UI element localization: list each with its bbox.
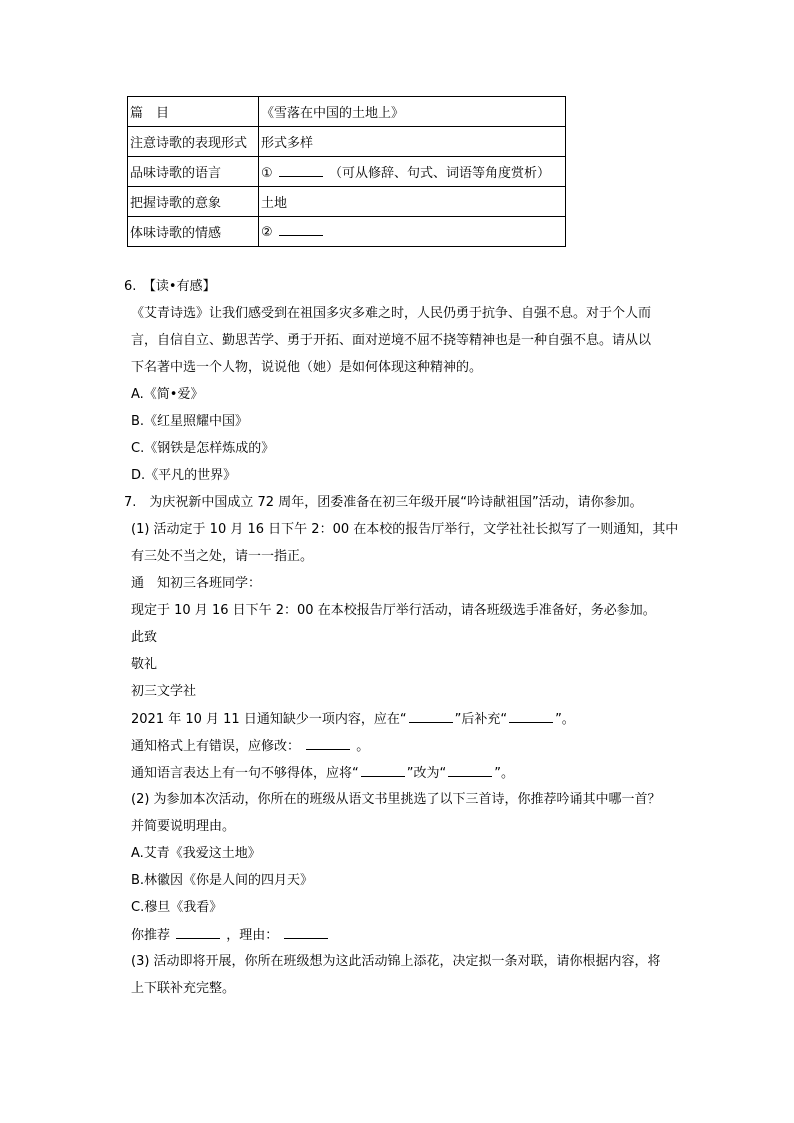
poem-option-b: B.林徽因《你是人间的四月天》	[131, 873, 314, 888]
table-cell-label: 篇 目	[128, 97, 259, 127]
option-c: C.《钢铁是怎样炼成的》	[131, 441, 275, 456]
correction-2	[131, 737, 369, 756]
table-cell-label: 注意诗歌的表现形式	[128, 127, 259, 157]
answer-blank[interactable]	[509, 710, 553, 723]
blank-hint: （可从修辞、句式、词语等角度赏析）	[328, 166, 550, 181]
recommend-line	[131, 926, 330, 945]
answer-blank[interactable]	[284, 926, 328, 939]
table-cell-value: 形式多样	[259, 127, 566, 157]
notice-signature: 初三文学社	[131, 684, 197, 699]
correction-text: ”改为“	[406, 766, 447, 781]
notice-closing: 敬礼	[131, 657, 158, 672]
table-cell-label: 品味诗歌的语言	[128, 157, 259, 187]
question-6-heading: 6. 【读•有感】	[124, 279, 216, 294]
question-7-part-2: 并简要说明理由。	[131, 819, 236, 834]
answer-blank[interactable]	[176, 926, 220, 939]
table-row	[128, 97, 566, 127]
question-7-part-3: (3) 活动即将开展，你所在班级想为这此活动锦上添花，决定拟一条对联，请你根据内容，将	[131, 954, 661, 969]
correction-3	[131, 764, 514, 783]
question-7-part-1: 有三处不当之处，请一一指正。	[131, 549, 314, 564]
poem-analysis-table	[127, 96, 566, 247]
table-row	[128, 127, 566, 157]
recommend-text: 你推荐	[131, 928, 171, 943]
table-cell-value	[259, 157, 566, 187]
answer-blank[interactable]	[409, 710, 453, 723]
answer-blank[interactable]	[361, 764, 405, 777]
table-row	[128, 217, 566, 247]
answer-blank[interactable]	[448, 764, 492, 777]
poem-option-c: C.穆旦《我看》	[131, 900, 223, 915]
answer-blank[interactable]	[279, 223, 323, 236]
question-7-part-2: (2) 为参加本次活动，你所在的班级从语文书里挑选了以下三首诗，你推荐吟诵其中哪一首？	[131, 792, 661, 807]
correction-text: 通知格式上有错误，应修改：	[131, 739, 301, 754]
poem-option-a: A.艾青《我爱这土地》	[131, 846, 261, 861]
question-7-heading: 7. 为庆祝新中国成立 72 周年，团委准备在初三年级开展“吟诗献祖国”活动，请你参加。	[124, 495, 643, 510]
table-row	[128, 157, 566, 187]
question-6-text: 《艾青诗选》让我们感受到在祖国多灾多难之时，人民仍勇于抗争、自强不息。对于个人而	[131, 306, 652, 321]
correction-text: ”后补充“	[454, 712, 508, 727]
notice-body: 现定于 10 月 16 日下午 2：00 在本校报告厅举行活动，请各班级选手准备好，务必参加。	[131, 603, 656, 618]
table-row	[128, 187, 566, 217]
answer-blank[interactable]	[306, 737, 350, 750]
correction-1	[131, 710, 575, 729]
question-7-part-3: 上下联补充完整。	[131, 981, 236, 996]
notice-title: 通 知初三各班同学：	[131, 576, 262, 591]
table-cell-value: 《雪落在中国的土地上》	[259, 97, 566, 127]
question-6-text: 下名著中选一个人物，说说他（她）是如何体现这种精神的。	[131, 360, 483, 375]
correction-text: 。	[356, 739, 370, 754]
notice-closing: 此致	[131, 630, 158, 645]
correction-text: 2021 年 10 月 11 日通知缺少一项内容，应在“	[131, 712, 407, 727]
correction-text: ”。	[555, 712, 575, 727]
answer-blank[interactable]	[279, 164, 323, 177]
question-7-part-1: (1) 活动定于 10 月 16 日下午 2：00 在本校的报告厅举行，文学社社长拟写了一则通知，其中	[131, 522, 679, 537]
option-b: B.《红星照耀中国》	[131, 414, 249, 429]
option-a: A.《简•爱》	[131, 387, 204, 402]
table-cell-label: 体味诗歌的情感	[128, 217, 259, 247]
correction-text: ”。	[494, 766, 514, 781]
blank-number: ①	[261, 166, 273, 181]
table-cell-value: 土地	[259, 187, 566, 217]
correction-text: 通知语言表达上有一句不够得体，应将“	[131, 766, 359, 781]
table-cell-value	[259, 217, 566, 247]
table-cell-label: 把握诗歌的意象	[128, 187, 259, 217]
recommend-text: ，理由：	[226, 928, 279, 943]
option-d: D.《平凡的世界》	[131, 468, 237, 483]
question-6-text: 言，自信自立、勤思苦学、勇于开拓、面对逆境不屈不挠等精神也是一种自强不息。请从以	[131, 333, 652, 348]
blank-number: ②	[261, 225, 273, 240]
